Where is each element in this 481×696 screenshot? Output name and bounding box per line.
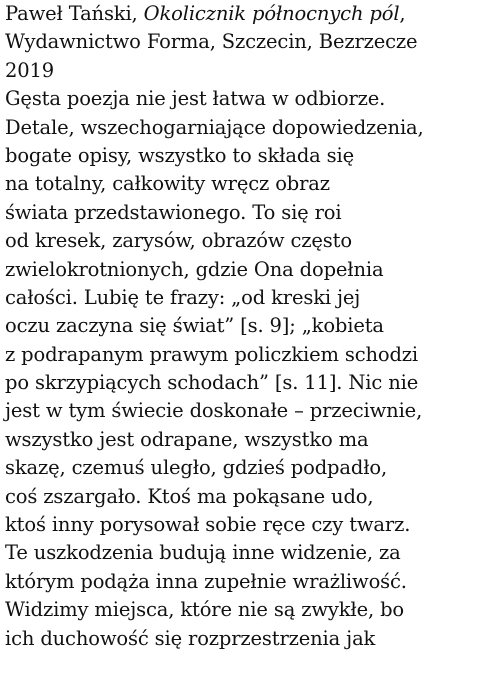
body-line: coś zszargało. Ktoś ma pokąsane udo,: [5, 484, 374, 508]
citation-author: Paweł Tański,: [5, 2, 144, 25]
body-line: od kresek, zarysów, obrazów często: [5, 229, 352, 253]
citation-line-1: [5, 0, 481, 28]
review-body: [5, 85, 481, 653]
body-line: całości. Lubię te frazy: „od kreski jej: [5, 285, 361, 309]
body-line: wszystko jest odrapane, wszystko ma: [5, 427, 369, 451]
body-line: świata przedstawionego. To się roi: [5, 200, 342, 224]
body-line: Te uszkodzenia budują inne widzenie, za: [5, 541, 401, 565]
citation-year: 2019: [5, 58, 55, 82]
body-line: z podrapanym prawym policzkiem schodzi: [5, 342, 419, 366]
body-line: ktoś inny porysował sobie ręce czy twarz.: [5, 513, 411, 537]
body-line: bogate opisy, wszystko to składa się: [5, 143, 355, 167]
citation-publisher: Wydawnictwo Forma, Szczecin, Bezrzecze: [5, 30, 418, 54]
document-page: [5, 0, 481, 653]
body-line: Widzimy miejsca, które nie są zwykłe, bo: [5, 598, 404, 622]
body-line: którym podąża inna zupełnie wrażliwość.: [5, 569, 407, 593]
body-line: oczu zaczyna się świat” [s. 9]; „kobieta: [5, 314, 384, 338]
citation-book-title: Okolicznik północnych pól: [143, 2, 400, 25]
body-line: Gęsta poezja nie jest łatwa w odbiorze.: [5, 87, 386, 111]
body-line: Detale, wszechogarniające dopowiedzenia,: [5, 115, 424, 139]
body-line: na totalny, całkowity wręcz obraz: [5, 172, 330, 196]
citation-punctuation: ,: [399, 2, 406, 25]
body-line: jest w tym świecie doskonałe – przeciwnie,: [5, 399, 423, 423]
body-line: skazę, czemuś uległo, gdzieś podpadło,: [5, 456, 388, 480]
body-line: ich duchowość się rozprzestrzenia jak: [5, 626, 376, 650]
body-line: po skrzypiących schodach” [s. 11]. Nic nie: [5, 371, 419, 395]
body-line: zwielokrotnionych, gdzie Ona dopełnia: [5, 257, 384, 281]
